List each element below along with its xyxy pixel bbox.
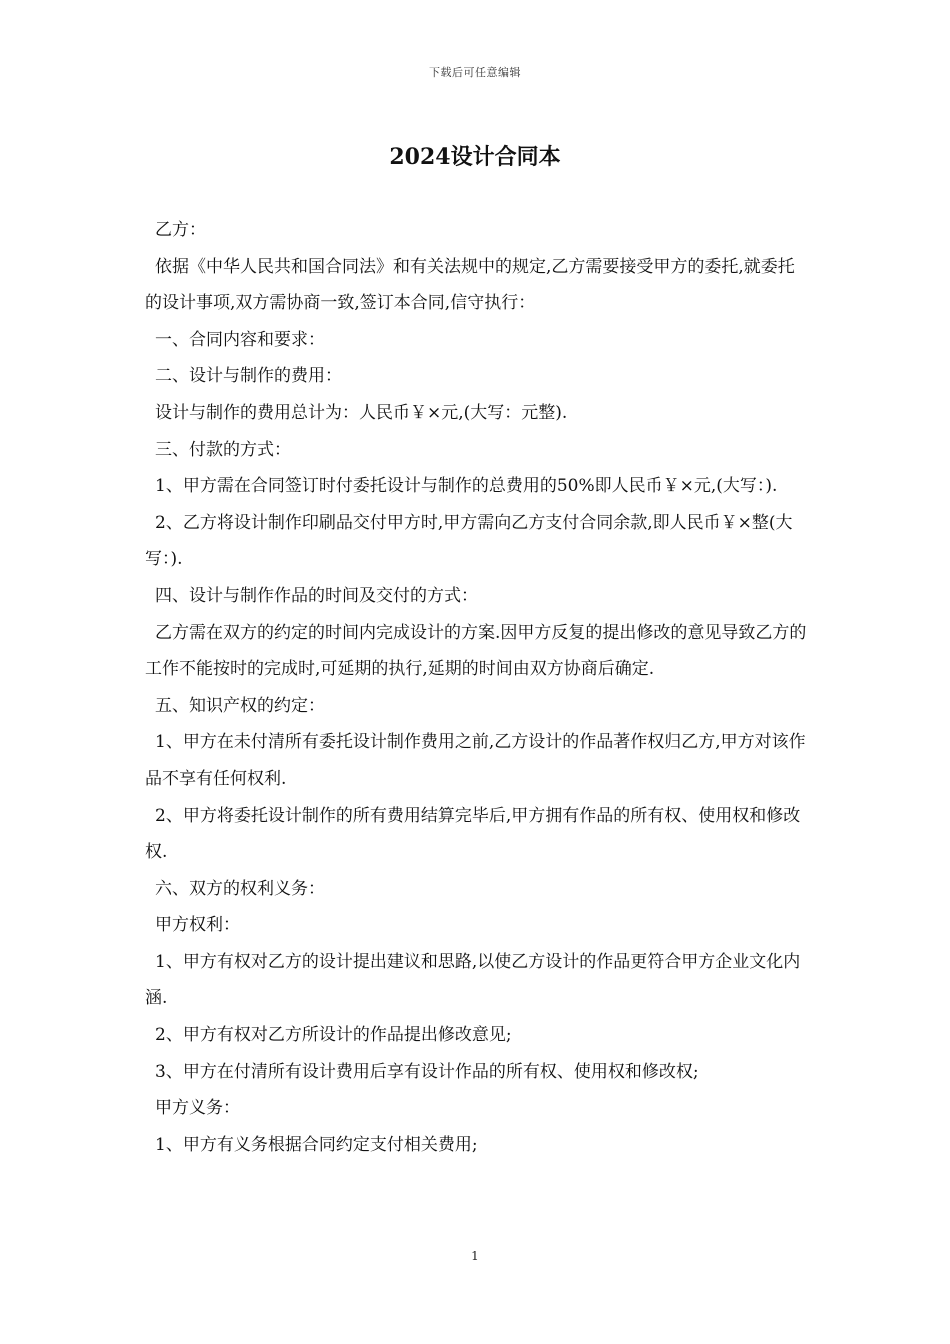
paragraph-ip-2: 2、甲方将委托设计制作的所有费用结算完毕后,甲方拥有作品的所有权、使用权和修改权. bbox=[145, 805, 801, 863]
paragraph-total-fee: 设计与制作的费用总计为：人民币￥×元,(大写：元整). bbox=[155, 402, 568, 423]
paragraph-delivery: 乙方需在双方的约定的时间内完成设计的方案.因甲方反复的提出修改的意见导致乙方的工作不能按时的完成时,可延期的执行,延期的时间由双方协商后确定. bbox=[145, 622, 807, 680]
page-header-note: 下载后可任意编辑 bbox=[429, 66, 521, 79]
paragraph-payment-1: 1、甲方需在合同签订时付委托设计与制作的总费用的50%即人民币￥×元,(大写：). bbox=[155, 476, 778, 497]
page-number: 1 bbox=[471, 1249, 479, 1263]
paragraph-payment-2: 2、乙方将设计制作印刷品交付甲方时,甲方需向乙方支付合同余款,即人民币￥×整(大写：). bbox=[145, 512, 793, 570]
section-heading-3: 三、付款的方式： bbox=[155, 439, 291, 460]
paragraph-rights-2: 2、甲方有权对乙方所设计的作品提出修改意见; bbox=[155, 1025, 512, 1046]
paragraph-preamble: 依据《中华人民共和国合同法》和有关法规中的规定,乙方需要接受甲方的委托,就委托的设计事项,双方需协商一致,签订本合同,信守执行： bbox=[145, 256, 795, 314]
subheading-party-a-duties: 甲方义务： bbox=[155, 1098, 240, 1119]
section-heading-2: 二、设计与制作的费用： bbox=[155, 366, 342, 387]
section-heading-4: 四、设计与制作作品的时间及交付的方式： bbox=[155, 585, 478, 606]
document-title: 2024设计合同本 bbox=[389, 144, 561, 170]
section-heading-1: 一、合同内容和要求： bbox=[155, 329, 325, 350]
paragraph-party-b: 乙方： bbox=[155, 220, 206, 240]
section-heading-6: 六、双方的权利义务： bbox=[155, 878, 325, 899]
paragraph-ip-1: 1、甲方在未付清所有委托设计制作费用之前,乙方设计的作品著作权归乙方,甲方对该作品不享有任何权利. bbox=[145, 732, 806, 789]
paragraph-rights-3: 3、甲方在付清所有设计费用后享有设计作品的所有权、使用权和修改权; bbox=[155, 1061, 699, 1082]
paragraph-rights-1: 1、甲方有权对乙方的设计提出建议和思路,以使乙方设计的作品更符合甲方企业文化内涵. bbox=[145, 951, 801, 1009]
document-body bbox=[145, 212, 810, 1163]
section-heading-5: 五、知识产权的约定： bbox=[155, 695, 325, 716]
subheading-party-a-rights: 甲方权利： bbox=[155, 915, 240, 936]
paragraph-duties-1: 1、甲方有义务根据合同约定支付相关费用; bbox=[155, 1134, 478, 1155]
